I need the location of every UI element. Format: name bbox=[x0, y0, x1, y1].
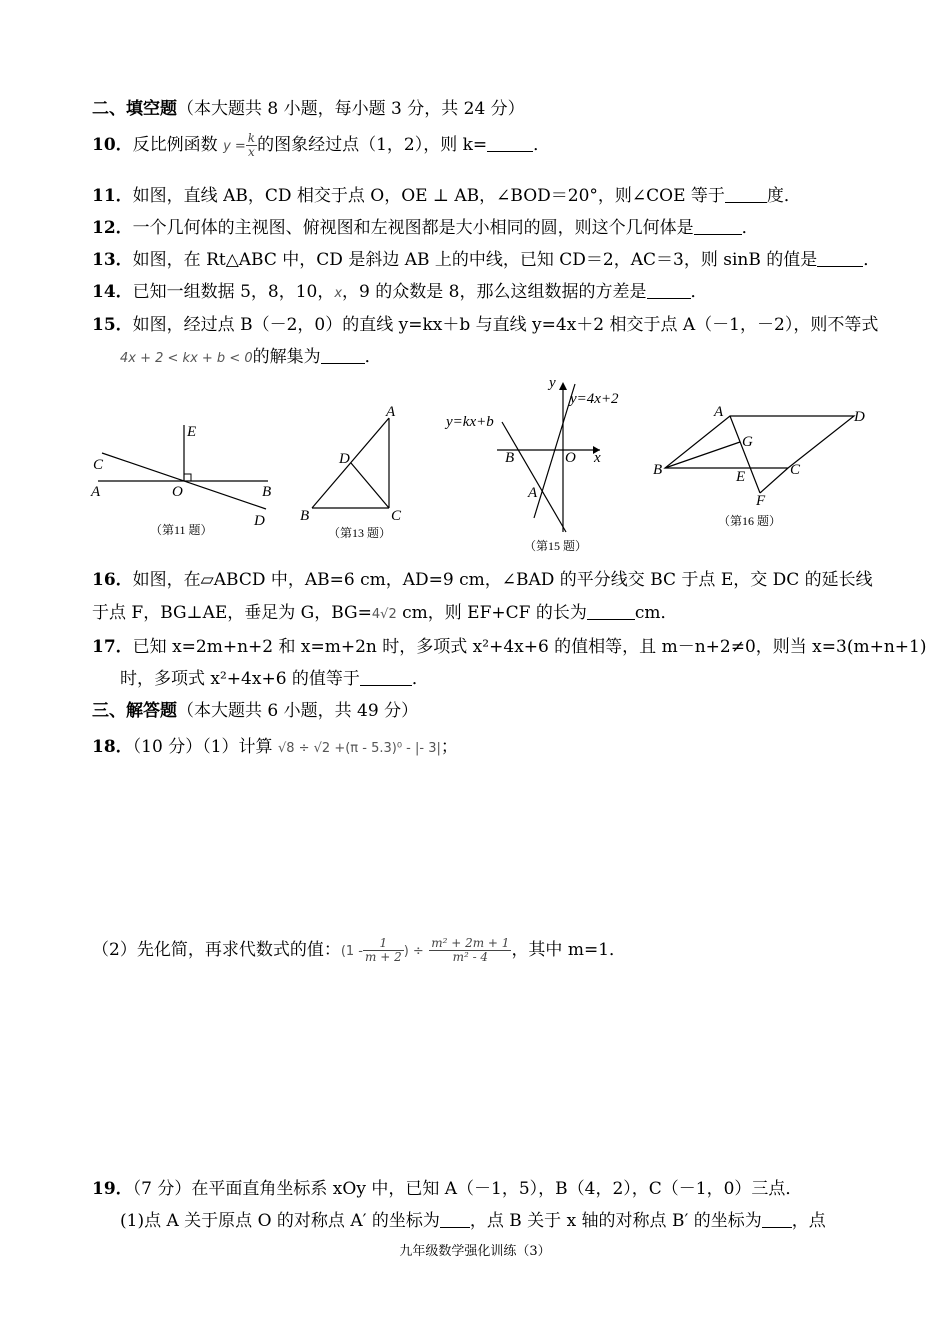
question-16-bg-value: 4√2 bbox=[371, 607, 397, 622]
question-10 bbox=[92, 130, 550, 159]
figure-13 bbox=[300, 404, 402, 540]
question-13-text: 如图，在 Rt△ABC 中，CD 是斜边 AB 上的中线，已知 CD＝2，AC＝3，则 sinB 的值是 bbox=[132, 250, 818, 270]
question-16-line1: 如图，在▱ABCD 中，AB=6 cm，AD=9 cm，∠BAD 的平分线交 BC 于点 E，交 DC 的延长线 bbox=[132, 570, 873, 590]
fig13-label-c: C bbox=[391, 508, 402, 524]
figure-15 bbox=[444, 375, 619, 553]
question-18-number: 18． bbox=[92, 737, 133, 757]
fig11-label-b: B bbox=[262, 484, 272, 500]
question-18-part-2 bbox=[92, 935, 626, 964]
fig16-label-e: E bbox=[736, 469, 746, 485]
fig16-caption: （第16 题） bbox=[718, 514, 782, 528]
question-12-end: ． bbox=[741, 218, 759, 238]
question-18b-pre: （2）先化简，再求代数式的值： bbox=[92, 940, 341, 960]
question-14-end: ． bbox=[690, 282, 708, 302]
question-18-text: （10 分）（1）计算 bbox=[132, 737, 273, 757]
question-14-number: 14． bbox=[92, 282, 133, 302]
question-18b-expr-a: (1 - bbox=[340, 944, 363, 959]
question-16-line2-pre: 于点 F，BG⊥AE，垂足为 G，BG= bbox=[92, 603, 372, 623]
question-11-text: 如图，直线 AB，CD 相交于点 O，OE ⊥ AB，∠BOD＝20°，则∠COE 等于 bbox=[132, 186, 725, 206]
question-18b-post: ，其中 m=1． bbox=[511, 940, 627, 960]
question-18b-fraction-1 bbox=[363, 937, 404, 964]
question-16-answer-blank[interactable] bbox=[587, 603, 635, 620]
fig11-label-o: O bbox=[172, 484, 183, 500]
fig13-label-a: A bbox=[386, 404, 396, 420]
question-12-answer-blank[interactable] bbox=[694, 218, 742, 235]
question-13-answer-blank[interactable] bbox=[817, 250, 863, 267]
question-18b-f1-numerator: 1 bbox=[363, 937, 404, 951]
figures-row bbox=[0, 370, 950, 555]
question-13-end: ． bbox=[863, 250, 881, 270]
question-17 bbox=[92, 632, 926, 657]
fig13-label-d: D bbox=[339, 451, 350, 467]
figure-11 bbox=[90, 424, 271, 537]
question-16 bbox=[92, 565, 873, 590]
question-10-y-eq: y = bbox=[223, 139, 246, 154]
question-16-end: cm． bbox=[634, 603, 678, 623]
question-12-text: 一个几何体的主视图、俯视图和左视图都是大小相同的圆，则这个几何体是 bbox=[132, 218, 694, 238]
fig11-caption: （第11 题） bbox=[150, 523, 213, 537]
question-18b-f1-denominator: m + 2 bbox=[365, 950, 402, 964]
question-14-pre: 已知一组数据 5，8，10， bbox=[132, 282, 335, 302]
fig16-label-f: F bbox=[756, 493, 766, 509]
question-14 bbox=[92, 277, 708, 302]
question-18b-f2-numerator: m² + 2m + 1 bbox=[431, 936, 510, 950]
question-10-number: 10． bbox=[92, 135, 133, 155]
question-15-line1: 如图，经过点 B（－2，0）的直线 y=kx＋b 与直线 y=4x＋2 相交于点 A（－1，－2），则不等式 bbox=[132, 315, 879, 335]
question-18 bbox=[92, 732, 458, 757]
question-19 bbox=[92, 1174, 802, 1199]
figure-16 bbox=[653, 404, 865, 528]
question-17-line-2 bbox=[120, 664, 429, 689]
question-12-number: 12． bbox=[92, 218, 133, 238]
question-10-post: 的图象经过点（1，2），则 k= bbox=[257, 135, 488, 155]
fig15-caption: （第15 题） bbox=[524, 539, 588, 553]
question-10-numerator: k bbox=[247, 131, 256, 145]
question-15-end: ． bbox=[364, 347, 382, 367]
question-11 bbox=[92, 181, 801, 206]
question-19-line-2 bbox=[120, 1206, 826, 1231]
question-11-answer-blank[interactable] bbox=[725, 186, 767, 203]
fig15-label-x: x bbox=[594, 450, 601, 466]
fig11-label-a: A bbox=[91, 484, 101, 500]
question-18b-expr-b: ) ÷ bbox=[403, 944, 424, 959]
fig16-label-b: B bbox=[653, 462, 663, 478]
fig11-label-e: E bbox=[187, 424, 197, 440]
question-16-number: 16． bbox=[92, 570, 133, 590]
question-17-end: ． bbox=[411, 669, 429, 689]
question-10-pre: 反比例函数 bbox=[132, 135, 218, 155]
question-18b-fraction-2 bbox=[429, 937, 511, 964]
section-2-heading bbox=[92, 94, 525, 119]
question-14-post: ，9 的众数是 8，那么这组数据的方差是 bbox=[342, 282, 647, 302]
section-3-desc: （本大题共 6 小题，共 49 分） bbox=[177, 701, 419, 721]
fig11-label-d: D bbox=[254, 513, 265, 529]
question-15-inequality: 4x + 2 < kx + b < 0 bbox=[120, 351, 253, 366]
question-19-number: 19． bbox=[92, 1179, 133, 1199]
section-3-title: 三、解答题 bbox=[92, 701, 177, 721]
question-14-answer-blank[interactable] bbox=[647, 282, 691, 299]
question-15-number: 15． bbox=[92, 315, 133, 335]
fig16-label-d: D bbox=[854, 409, 865, 425]
fig15-label-b: B bbox=[505, 450, 515, 466]
page-footer: 九年级数学强化训练（3） bbox=[399, 1244, 551, 1259]
question-12 bbox=[92, 213, 759, 238]
question-15-line-2 bbox=[120, 342, 382, 367]
question-17-number: 17． bbox=[92, 637, 133, 657]
fig15-label-line1: y=4x+2 bbox=[570, 391, 619, 407]
question-18b-f2-denominator: m² - 4 bbox=[452, 950, 489, 964]
fig15-label-y: y bbox=[549, 375, 556, 391]
question-10-end: ． bbox=[533, 135, 551, 155]
question-10-answer-blank[interactable] bbox=[487, 135, 533, 152]
section-2-desc: （本大题共 8 小题，每小题 3 分，共 24 分） bbox=[177, 99, 525, 119]
question-18-expression: √8 ÷ √2 +(π - 5.3)⁰ - |- 3| bbox=[277, 741, 441, 756]
fig15-label-line2: y=kx+b bbox=[446, 414, 494, 430]
question-10-denominator: x bbox=[248, 145, 255, 159]
fig15-label-o: O bbox=[565, 450, 576, 466]
section-2-title: 二、填空题 bbox=[92, 99, 177, 119]
question-17-answer-blank[interactable] bbox=[360, 669, 412, 686]
question-19-line2b: ，点 B 关于 x 轴的对称点 B′ 的坐标为 bbox=[469, 1211, 762, 1231]
question-14-x: x bbox=[334, 286, 343, 301]
question-16-line2-post: cm，则 EF+CF 的长为 bbox=[396, 603, 587, 623]
question-11-end: 度． bbox=[766, 186, 801, 206]
fig11-label-c: C bbox=[93, 457, 104, 473]
question-17-line1: 已知 x=2m+n+2 和 x=m+2n 时，多项式 x²+4x+6 的值相等，且 m－n+2≠0，则当 x=3(m+n+1) bbox=[132, 637, 927, 657]
question-10-fraction bbox=[246, 132, 257, 159]
question-19-line2c: ，点 bbox=[791, 1211, 826, 1231]
question-15-answer-blank[interactable] bbox=[321, 347, 365, 364]
question-19-line2a: (1)点 A 关于原点 O 的对称点 A′ 的坐标为 bbox=[120, 1211, 440, 1231]
fig15-label-a: A bbox=[528, 485, 538, 501]
fig16-label-a: A bbox=[714, 404, 724, 420]
question-16-line-2 bbox=[92, 598, 677, 623]
question-13-number: 13． bbox=[92, 250, 133, 270]
fig13-label-b: B bbox=[300, 508, 310, 524]
question-19-blank-b[interactable] bbox=[762, 1211, 792, 1228]
question-19-blank-a[interactable] bbox=[440, 1211, 470, 1228]
fig16-label-g: G bbox=[742, 434, 753, 450]
question-11-number: 11． bbox=[92, 186, 133, 206]
question-15-line2: 的解集为 bbox=[252, 347, 321, 367]
fig16-label-c: C bbox=[790, 462, 801, 478]
question-18-end: ； bbox=[440, 737, 458, 757]
fig13-caption: （第13 题） bbox=[328, 526, 392, 540]
question-19-line1: （7 分）在平面直角坐标系 xOy 中，已知 A（－1，5），B（4，2），C（－1，0）三点． bbox=[132, 1179, 803, 1199]
question-15 bbox=[92, 310, 878, 335]
question-13 bbox=[92, 245, 880, 270]
section-3-heading bbox=[92, 696, 418, 721]
question-17-line2: 时，多项式 x²+4x+6 的值等于 bbox=[120, 669, 360, 689]
